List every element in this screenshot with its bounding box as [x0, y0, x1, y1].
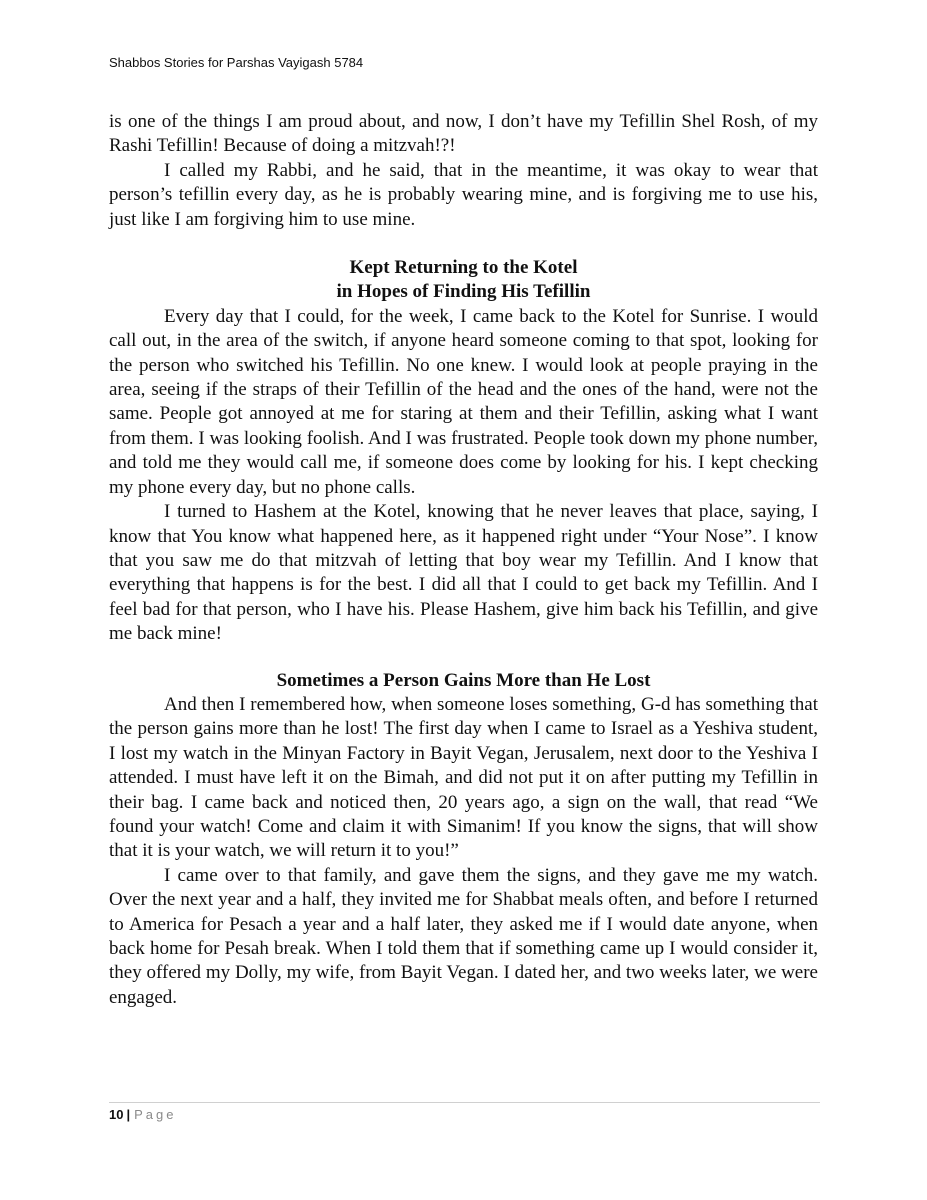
- page-number: 10: [109, 1107, 124, 1122]
- section-heading-kotel-line1: Kept Returning to the Kotel: [349, 257, 578, 279]
- section-heading-kotel-line2: in Hopes of Finding His Tefillin: [336, 281, 591, 303]
- footer-divider: [109, 1102, 820, 1103]
- spacer: [109, 647, 818, 669]
- paragraph-family: I came over to that family, and gave them the signs, and they gave me my watch. Over the next year and a half, they invited me for Shabbat meals often, and before I returned to America for Pesach a year and a half later, they asked me if I would date anyone, when back home for Pesah break. When I told them that if something came up I would consider it, they offered my Dolly, my wife, from Bayit Vegan. I dated her, and two weeks later, we were engaged.: [109, 864, 818, 1008]
- section-heading-gains: Sometimes a Person Gains More than He Lost: [276, 669, 651, 691]
- paragraph-continuation: is one of the things I am proud about, and now, I don’t have my Tefillin Shel Rosh, of my Rashi Tefillin! Because of doing a mitzvah!?!: [109, 111, 818, 157]
- paragraph-lost-watch: And then I remembered how, when someone loses something, G-d has something that the person gains more than he lost! The first day when I came to Israel as a Yeshiva student, I lost my watch in the Minyan Factory in Bayit Vegan, Jerusalem, next door to the Yeshiva I attended. I must have left it on the Bimah, and did not put it on after putting my Tefillin in their bag. I came back and noticed then, 20 years ago, a sign on the wall, that read “We found your watch! Come and claim it with Simanim! If you know the signs, that will show that it is your watch, we will return it to you!”: [109, 693, 818, 862]
- paragraph-rabbi: I called my Rabbi, and he said, that in the meantime, it was okay to wear that person’s tefillin every day, as he is probably wearing mine, and is forgiving me to use his, just like I am forgiving him to use mine.: [109, 159, 818, 230]
- paragraph-every-day: Every day that I could, for the week, I came back to the Kotel for Sunrise. I would call out, in the area of the switch, if anyone heard someone coming to that spot, looking for the person who switched his Tefillin. No one knew. I would look at people praying in the area, seeing if the straps of their Tefillin of the head and the ones of the hand, were not the same. People got annoyed at me for staring at them and their Tefillin, asking what I want from them. I was looking foolish. And I was frustrated. People took down my phone number, and told me they would call me, if someone does come by looking for his. I kept checking my phone every day, but no phone calls.: [109, 305, 818, 498]
- paragraph-turned-to-hashem: I turned to Hashem at the Kotel, knowing that he never leaves that place, saying, I know that You know what happened here, as it happened right under “Your Nose”. I know that you saw me do that mitzvah of letting that boy wear my Tefillin. And I know that everything that happens is for the best. I did all that I could to get back my Tefillin. And I feel bad for that person, who I have his. Please Hashem, give him back his Tefillin, and give me back mine!: [109, 501, 818, 645]
- page-body: [109, 110, 818, 1010]
- running-header: Shabbos Stories for Parshas Vayigash 5784: [109, 55, 364, 70]
- footer-separator: |: [126, 1107, 131, 1122]
- page-footer: [109, 1107, 176, 1122]
- spacer: [109, 232, 818, 256]
- page-label: Page: [134, 1107, 177, 1122]
